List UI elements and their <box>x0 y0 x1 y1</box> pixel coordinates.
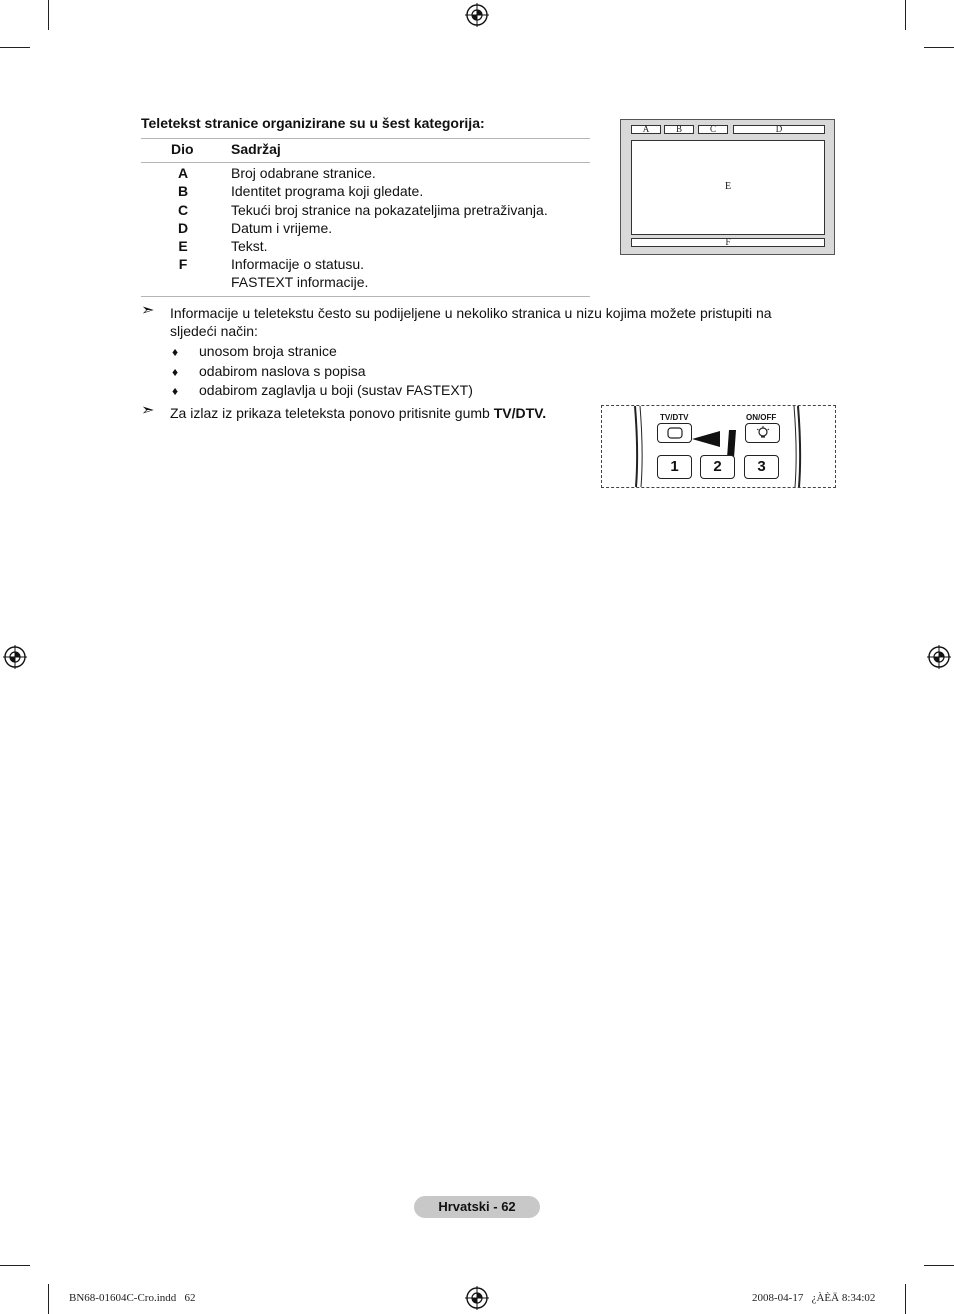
teletext-layout-diagram <box>620 119 835 255</box>
column-header-part: Dio <box>171 141 194 157</box>
row-key: C <box>177 202 189 218</box>
bullet-item: odabirom naslova s popisa <box>199 363 366 379</box>
bullet-icon: ♦ <box>172 365 179 379</box>
bullet-item: unosom broja stranice <box>199 343 337 359</box>
table-top-rule <box>141 138 590 139</box>
pointer-arrow-icon <box>692 431 722 447</box>
tvdtv-button[interactable] <box>657 423 692 443</box>
section-heading: Teletekst stranice organizirane su u šest kategorija: <box>141 115 485 131</box>
bullet-item: odabirom zaglavlja u boji (sustav FASTEXT) <box>199 382 473 398</box>
crop-mark <box>924 1265 954 1266</box>
bullet-icon: ♦ <box>172 384 179 398</box>
diagram-cell-f: F <box>631 238 825 247</box>
row-key: D <box>177 220 189 236</box>
row-value: Tekući broj stranice na pokazateljima pretraživanja. <box>231 202 548 218</box>
row-key: B <box>177 183 189 199</box>
note-exit-text: Za izlaz iz prikaza teleteksta ponovo pritisnite gumb <box>170 405 494 421</box>
crop-mark <box>924 47 954 48</box>
row-value: Informacije o statusu. <box>231 256 365 272</box>
diagram-cell-b: B <box>664 125 694 134</box>
row-value: Identitet programa koji gledate. <box>231 183 424 199</box>
column-header-content: Sadržaj <box>231 141 281 157</box>
number-key-1[interactable]: 1 <box>657 455 692 479</box>
print-slug-file: BN68-01604C-Cro.indd 62 <box>69 1292 196 1304</box>
registration-mark-icon <box>465 1286 489 1310</box>
note-exit-button-name: TV/DTV. <box>493 405 547 421</box>
crop-mark <box>0 1265 30 1266</box>
row-value: Tekst. <box>231 238 268 254</box>
tv-icon <box>667 427 683 439</box>
row-key: E <box>178 238 188 254</box>
note-exit <box>170 404 590 422</box>
row-key: F <box>178 256 188 272</box>
power-button[interactable] <box>745 423 780 443</box>
bullet-icon: ♦ <box>172 345 179 359</box>
crop-mark <box>905 1284 906 1314</box>
crop-mark <box>905 0 906 30</box>
tvdtv-label: TV/DTV <box>660 413 689 422</box>
diagram-text-area <box>631 140 825 235</box>
print-slug-timestamp: 2008-04-17 ¿ÀÈÄ 8:34:02 <box>752 1292 876 1304</box>
onoff-label: ON/OFF <box>746 413 777 422</box>
crop-mark <box>0 47 30 48</box>
registration-mark-icon <box>3 645 27 669</box>
table-bottom-rule <box>141 296 590 297</box>
note-multipage: Informacije u teletekstu često su podijeljene u nekoliko stranica u nizu kojima možete pristupiti na sljedeći način: <box>170 305 772 339</box>
registration-mark-icon <box>927 645 951 669</box>
page-number-badge: Hrvatski - 62 <box>414 1196 540 1218</box>
remote-control-illustration <box>601 405 836 488</box>
table-header-rule <box>141 162 590 163</box>
number-key-2[interactable]: 2 <box>700 455 735 479</box>
diagram-cell-a: A <box>631 125 661 134</box>
row-value: Datum i vrijeme. <box>231 220 333 236</box>
diagram-cell-e: E <box>724 181 732 192</box>
diagram-cell-d: D <box>733 125 825 134</box>
crop-mark <box>48 1284 49 1314</box>
row-value: Broj odabrane stranice. <box>231 165 376 181</box>
crop-mark <box>48 0 49 30</box>
number-key-3[interactable]: 3 <box>744 455 779 479</box>
row-key: A <box>177 165 189 181</box>
diagram-cell-c: C <box>698 125 728 134</box>
note-arrow-icon: ➣ <box>141 302 155 319</box>
registration-mark-icon <box>465 3 489 27</box>
row-value-extra: FASTEXT informacije. <box>231 274 369 290</box>
power-icon <box>756 426 770 440</box>
note-arrow-icon: ➣ <box>141 402 155 419</box>
